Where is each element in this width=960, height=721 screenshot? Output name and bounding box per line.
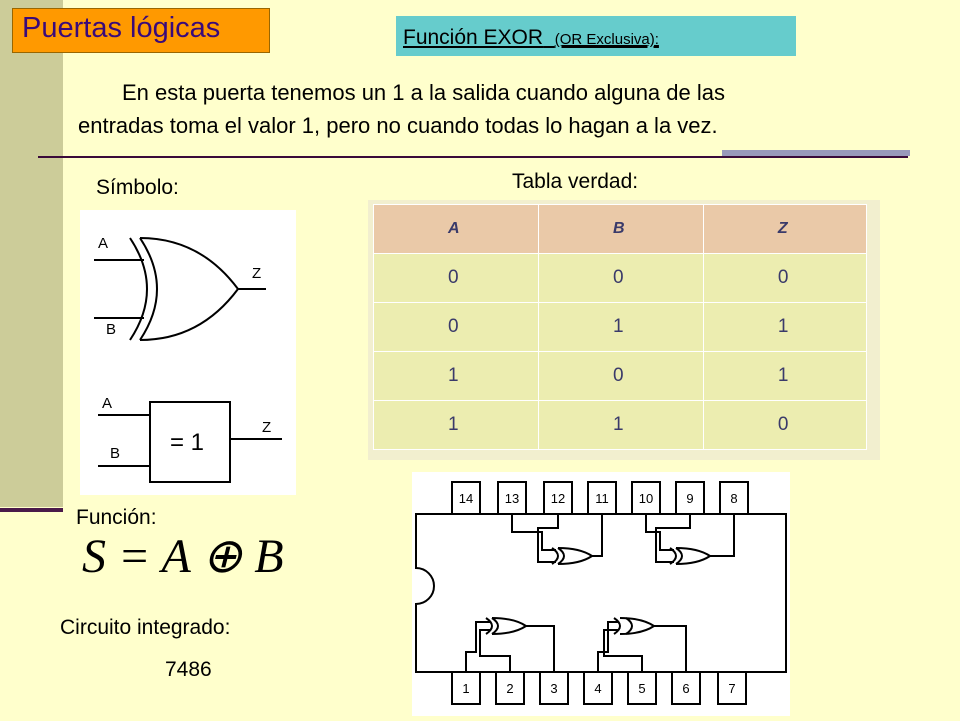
separator-accent	[722, 150, 910, 156]
symbol-label: Símbolo:	[96, 176, 179, 199]
ic-pin-label: 13	[504, 491, 520, 506]
truth-table-row	[374, 401, 867, 450]
description-line-1: En esta puerta tenemos un 1 a la salida cuando alguna de las	[122, 80, 725, 105]
ic-pin-label: 1	[462, 681, 470, 696]
ic-pin-label: 4	[594, 681, 602, 696]
ic-pin-label: 3	[550, 681, 558, 696]
function-formula: S = A ⊕ B	[82, 530, 284, 583]
separator-line	[38, 156, 908, 158]
xor-gate-symbols	[80, 210, 296, 495]
truth-table-cell: 1	[703, 303, 866, 352]
ic-pin-label: 12	[550, 491, 566, 506]
xor-input-a: A	[98, 235, 109, 252]
truth-table-header-row	[374, 205, 867, 254]
ic-pin-label: 9	[686, 491, 694, 506]
truth-table	[373, 204, 867, 450]
ic-part-number: 7486	[165, 658, 212, 681]
function-label: Función:	[76, 506, 157, 529]
ic-pin-label: 6	[682, 681, 690, 696]
truth-table-cell: 1	[538, 401, 703, 450]
truth-table-cell: 1	[374, 401, 539, 450]
ic-xor-gate-icons	[486, 548, 710, 634]
ic-pin-label: 10	[638, 491, 654, 506]
truth-table-label: Tabla verdad:	[512, 170, 639, 193]
iec-box-label: = 1	[170, 429, 205, 456]
description-line-2: entradas toma el valor 1, pero no cuando todas lo hagan a la vez.	[78, 113, 718, 138]
truth-table-header: B	[538, 205, 703, 254]
truth-table-cell: 0	[374, 254, 539, 303]
truth-table-row	[374, 352, 867, 401]
xor-gate-icon	[94, 238, 266, 340]
symbol-panel	[80, 210, 296, 495]
truth-table-header: A	[374, 205, 539, 254]
sidebar-strip	[0, 0, 63, 507]
ic-pin-label: 5	[638, 681, 646, 696]
ic-diagram-panel	[412, 472, 790, 716]
truth-table-cell: 1	[703, 352, 866, 401]
truth-table-cell: 1	[374, 352, 539, 401]
truth-table-header: Z	[703, 205, 866, 254]
truth-table-cell: 1	[538, 303, 703, 352]
xor-output-z: Z	[252, 265, 262, 282]
ic-7486-pinout	[412, 472, 790, 716]
truth-table-cell: 0	[374, 303, 539, 352]
xor-input-b: B	[106, 321, 117, 338]
ic-pin-label: 14	[458, 491, 474, 506]
page-title: Puertas lógicas	[22, 12, 221, 44]
iec-input-a: A	[102, 395, 113, 412]
iec-input-b: B	[110, 445, 121, 462]
truth-table-row	[374, 303, 867, 352]
description-paragraph	[78, 76, 878, 142]
truth-table-cell: 0	[703, 254, 866, 303]
function-title-main: Función EXOR	[403, 26, 544, 49]
sidebar-divider	[0, 508, 63, 512]
function-title	[403, 26, 659, 50]
function-title-sub: (OR Exclusiva):	[554, 31, 659, 48]
truth-table-cell: 0	[703, 401, 866, 450]
ic-wiring	[466, 514, 734, 672]
ic-pin-label: 8	[730, 491, 738, 506]
ic-pin-label: 7	[728, 681, 736, 696]
iec-output-z: Z	[262, 419, 272, 436]
ic-pin-label: 2	[506, 681, 514, 696]
truth-table-cell: 0	[538, 352, 703, 401]
truth-table-row	[374, 254, 867, 303]
ic-label: Circuito integrado:	[60, 616, 231, 639]
truth-table-cell: 0	[538, 254, 703, 303]
ic-pin-label: 11	[595, 491, 609, 506]
